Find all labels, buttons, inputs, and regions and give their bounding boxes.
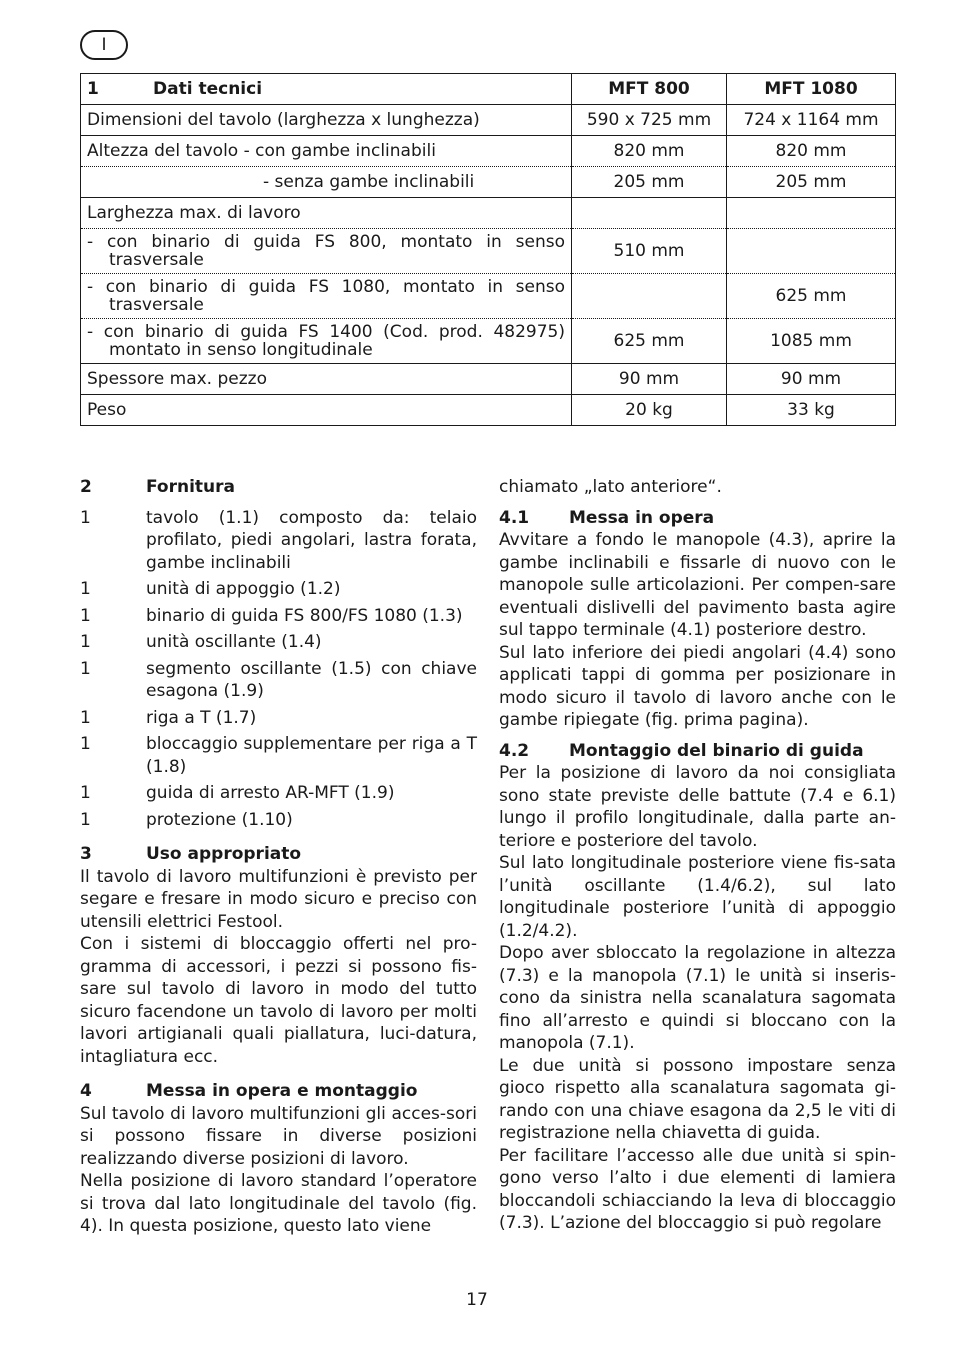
list-item: 1 tavolo (1.1) composto da: telaio profilato, piedi angolari, lastra forata, gambe inclinabili: [80, 507, 477, 573]
cell-value: [727, 229, 896, 274]
section-heading-uso: 3 Uso appropriato: [80, 844, 302, 864]
cell-value: 510 mm: [572, 229, 727, 274]
list-item: 1 unità di appoggio (1.2): [80, 579, 341, 599]
list-item: 1 guida di arresto AR-MFT (1.9): [80, 783, 395, 803]
row-label: Larghezza max. di lavoro: [81, 198, 572, 229]
paragraph: chiamato „lato anteriore“.: [499, 477, 722, 497]
column-header-mft1080: MFT 1080: [727, 74, 896, 105]
cell-value: 205 mm: [572, 167, 727, 198]
cell-value: 625 mm: [727, 274, 896, 319]
table-row: [81, 364, 896, 395]
paragraph: Le due unità si possono impostare senza gioco rispetto alla scanalatura sagomata gi-rando con una chiave esagona da 2,5 le viti di registrazione nella chiavetta di guida.: [499, 1055, 896, 1143]
section-heading-messa-in-opera-montaggio: 4 Messa in opera e montaggio: [80, 1081, 418, 1101]
list-item: 1 protezione (1.10): [80, 809, 293, 830]
section-heading-montaggio-binario: 4.2 Montaggio del binario di guida: [499, 740, 864, 761]
list-item: 1 segmento oscillante (1.5) con chiave esagona (1.9): [80, 658, 477, 701]
section-heading-messa-in-opera: 4.1 Messa in opera: [499, 507, 715, 528]
row-label: - con binario di guida FS 1400 (Cod. prod. 482975) montato in senso longitudinale: [81, 319, 572, 364]
table-row: [81, 105, 896, 136]
row-label: Peso: [81, 395, 572, 426]
language-badge: I: [80, 30, 128, 60]
row-label: - con binario di guida FS 800, montato in senso trasversale: [81, 229, 572, 274]
table-row: [81, 319, 896, 364]
row-label: Spessore max. pezzo: [81, 364, 572, 395]
table-row: [81, 198, 896, 229]
table-row: [81, 167, 896, 198]
table-header-row: [81, 74, 896, 105]
list-item: 1 binario di guida FS 800/FS 1080 (1.3): [80, 605, 463, 626]
cell-value: 90 mm: [727, 364, 896, 395]
list-item: 1 unità oscillante (1.4): [80, 632, 322, 652]
cell-value: 820 mm: [727, 136, 896, 167]
table-row: [81, 395, 896, 426]
row-label: - senza gambe inclinabili: [81, 167, 572, 198]
paragraph: Nella posizione di lavoro standard l’operatore si trova dal lato longitudinale del tavolo (fig. 4). In questa posizione, questo lato viene: [80, 1171, 477, 1236]
paragraph: Il tavolo di lavoro multifunzioni è previsto per segare e fresare in modo sicuro e preciso con utensili elettrici Festool.: [80, 866, 477, 932]
table-title: 1 Dati tecnici: [81, 74, 572, 105]
column-header-mft800: MFT 800: [572, 74, 727, 105]
paragraph: Per la posizione di lavoro da noi consigliata sono state previste delle battute (7.4 e 6.1) lungo il profilo longitudinale, dalla parte an-teriore e posteriore del tavolo.: [499, 763, 896, 851]
cell-value: 724 x 1164 mm: [727, 105, 896, 136]
paragraph: Avvitare a fondo le manopole (4.3), aprire la gambe inclinabili e fissarle di nuovo con le manopole sulle articolazioni. Per compen-sare eventuali dislivelli del pavimento basta agire sul tappo terminale (4.1) posteriore destro.: [499, 530, 896, 640]
table-row: [81, 229, 896, 274]
cell-value: 20 kg: [572, 395, 727, 426]
table-row: [81, 274, 896, 319]
tech-data-table: [80, 73, 896, 426]
cell-value: 33 kg: [727, 395, 896, 426]
paragraph: Per facilitare l’accesso alle due unità si spin-gono verso l’alto i due elementi di lamiera bloccandoli schiacciando la leva di bloccaggio (7.3). L’azione del bloccaggio si può regolare: [499, 1145, 896, 1233]
cell-value: [727, 198, 896, 229]
row-label: Altezza del tavolo - con gambe inclinabili: [81, 136, 572, 167]
cell-value: 1085 mm: [727, 319, 896, 364]
list-item: 1 bloccaggio supplementare per riga a T (1.8): [80, 734, 477, 777]
paragraph: Sul tavolo di lavoro multifunzioni gli acces-sori si possono fissare in diverse posizioni realizzando diverse posizioni di lavoro.: [80, 1103, 477, 1169]
paragraph: Dopo aver sbloccato la regolazione in altezza (7.3) e la manopola (7.1) le unità si inseris-cono da sinistra nella scanalatura sagomata fino all’arresto e quindi si bloccano con la manopola (7.1).: [499, 943, 896, 1053]
list-item: 1 riga a T (1.7): [80, 707, 257, 728]
paragraph: Con i sistemi di bloccaggio offerti nel pro-gramma di accessori, i pezzi si possono fis-sare sul tavolo di lavoro in modo del tutto sicuro facendone un tavolo di lavoro per molti lavori artigianali quali piallatura, luci-datura, intagliatura ecc.: [80, 934, 477, 1067]
row-label: Dimensioni del tavolo (larghezza x lunghezza): [81, 105, 572, 136]
cell-value: 90 mm: [572, 364, 727, 395]
paragraph: Sul lato inferiore dei piedi angolari (4.4) sono applicati tappi di gomma per posizionare in modo sicuro il tavolo di lavoro anche con le gambe ripiegate (fig. prima pagina).: [499, 642, 896, 730]
row-label: - con binario di guida FS 1080, montato in senso trasversale: [81, 274, 572, 319]
table-row: [81, 136, 896, 167]
page-number: 17: [466, 1290, 488, 1310]
cell-value: 625 mm: [572, 319, 727, 364]
cell-value: 590 x 725 mm: [572, 105, 727, 136]
cell-value: [572, 198, 727, 229]
paragraph: Sul lato longitudinale posteriore viene fis-sata l’unità oscillante (1.4/6.2), sul lato longitudinale posteriore l’unità di appoggio (1.2/4.2).: [499, 853, 896, 941]
left-column: [80, 476, 477, 1238]
cell-value: 205 mm: [727, 167, 896, 198]
cell-value: [572, 274, 727, 319]
section-heading-fornitura: 2 Fornitura: [80, 477, 236, 497]
right-column: [499, 476, 896, 1235]
cell-value: 820 mm: [572, 136, 727, 167]
